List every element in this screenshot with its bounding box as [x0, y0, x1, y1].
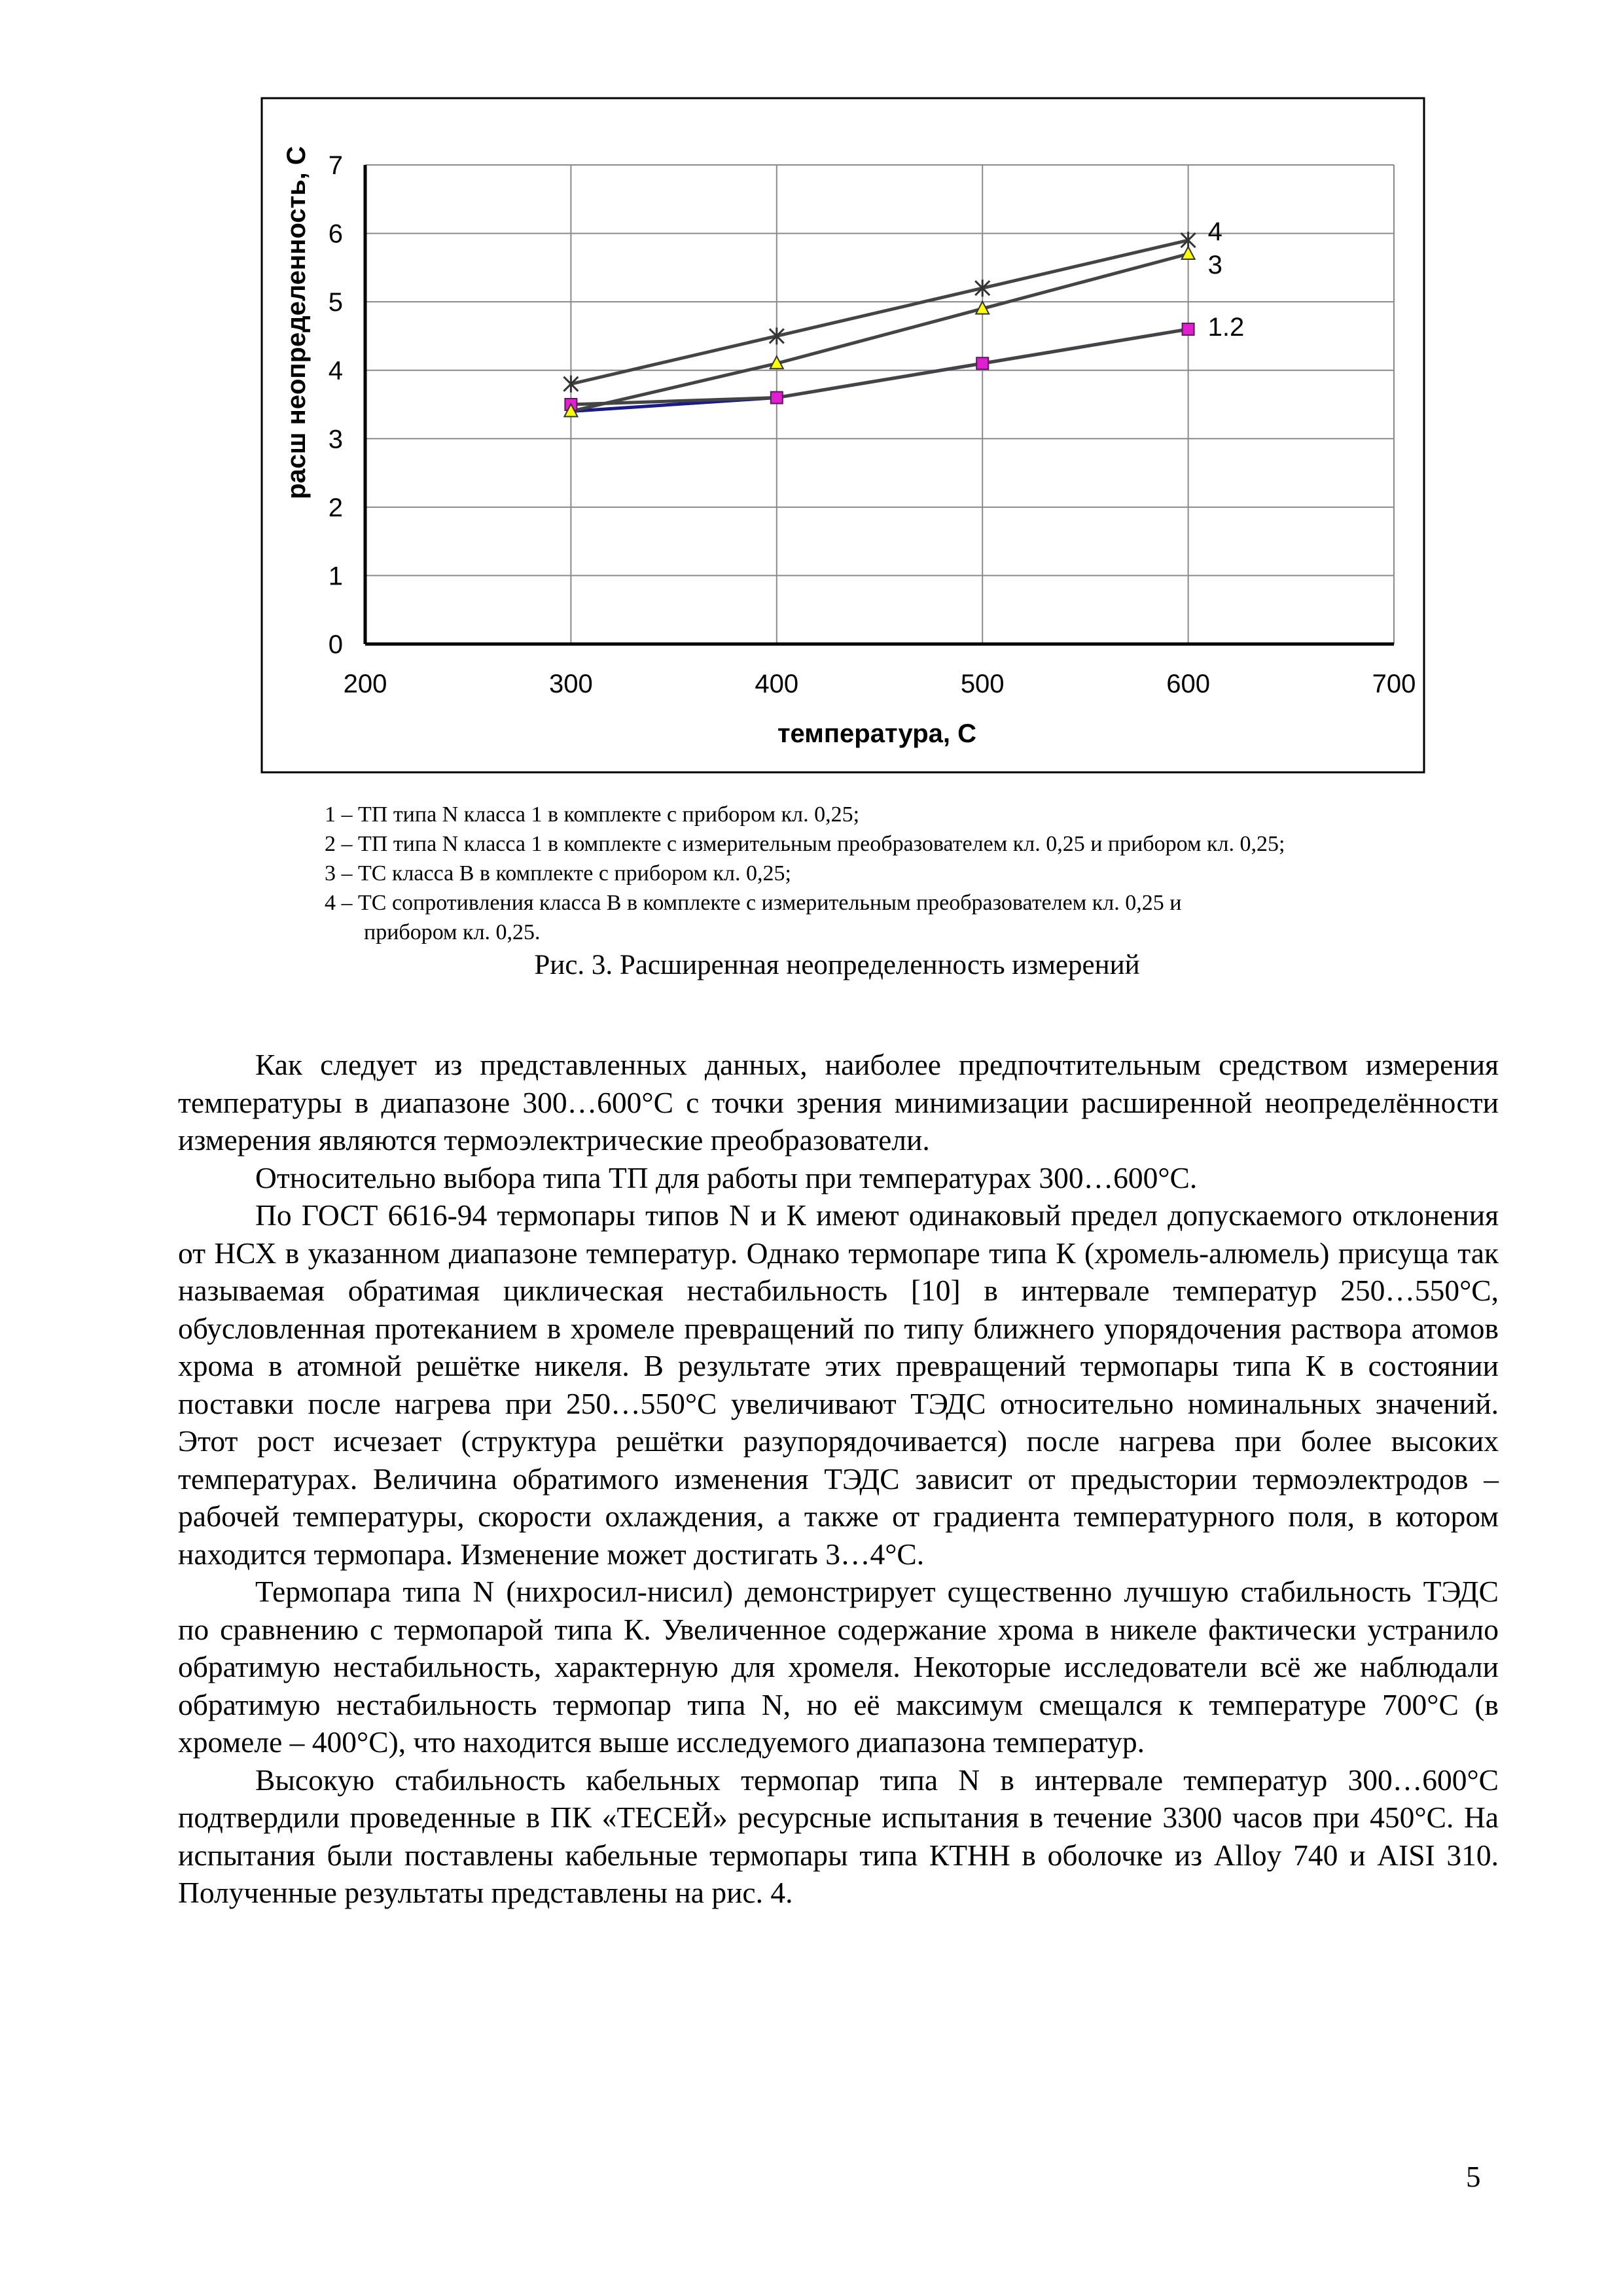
legend-item-2: 2 – ТП типа N класса 1 в комплекте с измерительным преобразователем кл. 0,25 и прибором кл. 0,25; [325, 832, 1285, 856]
body-text [178, 1046, 1499, 1912]
y-tick-label: 1 [328, 562, 343, 591]
paragraph-5: Высокую стабильность кабельных термопар типа N в интервале температур 300…600°С подтвердили проведенные в ПК «ТЕСЕЙ» ресурсные испытания в течение 3300 часов при 450°С. На испытания были поставлены кабельные термопары типа КТНН в оболочке из Alloy 740 и AISI 310. Полученные результаты представлены на рис. 4. [178, 1763, 1499, 1909]
data-point-square [771, 392, 783, 404]
paragraph-1: Как следует из представленных данных, наиболее предпочтительным средством измерения температуры в диапазоне 300…600°С с точки зрения минимизации расширенной неопределённости измерения являются термоэлектрические преобразователи. [178, 1048, 1499, 1157]
x-tick-label: 600 [1166, 670, 1210, 698]
data-point-square [1183, 323, 1194, 335]
y-tick-label: 7 [328, 151, 343, 180]
y-tick-label: 5 [328, 288, 343, 317]
series-end-label: 3 [1207, 250, 1222, 279]
y-tick-label: 0 [328, 630, 343, 659]
paragraph-2: Относительно выбора типа ТП для работы при температурах 300…600°С. [255, 1160, 1198, 1194]
figure-legend [325, 800, 1542, 947]
paragraph-3: По ГОСТ 6616-94 термопары типов N и К имеют одинаковый предел допускаемого отклонения от НСХ в указанном диапазоне температур. Однако термопаре типа К (хромель-алюмель) присуща так называемая обратимая циклическая нестабильность [10] в интервале температур 250…550°С, обусловленная протеканием в хромеле превращений по типу ближнего упорядочения раствора атомов хрома в атомной решётке никеля. В результате этих превращений термопары типа К в состоянии поставки после нагрева при 250…550°С увеличивают ТЭДС относительно номинальных значений. Этот рост исчезает (структура решётки разупорядочивается) после нагрева при более высоких температурах. Величина обратимого изменения ТЭДС зависит от предыстории термоэлектродов – рабочей температуры, скорости охлаждения, а также от градиента температурного поля, в котором находится термопара. Изменение может достигать 3…4°С. [178, 1198, 1499, 1571]
chart-svg [260, 97, 1425, 774]
y-tick-label: 4 [328, 356, 343, 386]
legend-item-4-continued: прибором кл. 0,25. [364, 920, 541, 944]
x-tick-label: 200 [343, 670, 387, 698]
uncertainty-chart [260, 97, 1425, 774]
x-tick-label: 700 [1372, 670, 1416, 698]
page-number: 5 [1466, 2161, 1481, 2193]
chart-frame [262, 98, 1424, 772]
data-point-square [976, 357, 988, 369]
y-tick-label: 2 [328, 493, 343, 522]
x-axis-title: температура, С [777, 719, 977, 748]
series-end-label: 4 [1207, 217, 1222, 247]
y-tick-label: 6 [328, 219, 343, 249]
x-tick-label: 500 [960, 670, 1005, 698]
x-tick-label: 300 [549, 670, 593, 698]
paragraph-4: Термопара типа N (нихросил-нисил) демонстрирует существенно лучшую стабильность ТЭДС по сравнению с термопарой типа К. Увеличенное содержание хрома в никеле фактически устранило обратимую нестабильность, характерную для хромеля. Некоторые исследователи всё же наблюдали обратимую нестабильность термопар типа N, но её максимум смещался к температуре 700°С (в хромеле – 400°С), что находится выше исследуемого диапазона температур. [178, 1575, 1499, 1759]
series-end-label: 1.2 [1207, 312, 1245, 342]
y-tick-label: 3 [328, 425, 343, 454]
figure-caption: Рис. 3. Расширенная неопределенность измерений [534, 950, 1140, 980]
x-tick-label: 400 [755, 670, 799, 698]
legend-item-3: 3 – ТС класса В в комплекте с прибором кл. 0,25; [325, 861, 791, 886]
legend-item-4: 4 – ТС сопротивления класса В в комплекте с измерительным преобразователем кл. 0,25 и [325, 891, 1182, 915]
legend-item-1: 1 – ТП типа N класса 1 в комплекте с прибором кл. 0,25; [325, 802, 860, 827]
y-axis-title: расш неопределенность, С [282, 146, 311, 499]
